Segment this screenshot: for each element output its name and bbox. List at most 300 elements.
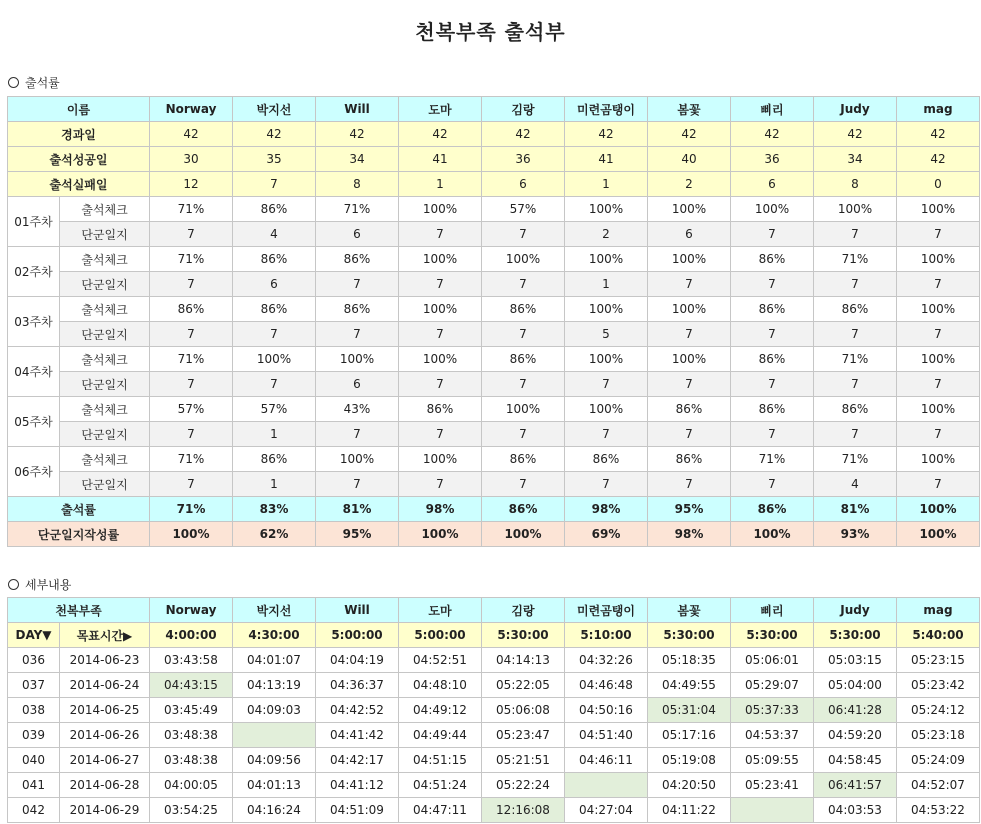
week-check-row: [8, 397, 980, 422]
check-label: 출석체크: [60, 297, 150, 322]
diary-cell: 7: [316, 272, 399, 297]
date-cell: 2014-06-24: [60, 673, 150, 698]
member-name-header: mag: [897, 598, 980, 623]
check-cell: 86%: [731, 297, 814, 322]
diary-cell: 7: [150, 472, 233, 497]
check-cell: 100%: [565, 247, 648, 272]
diary-rate-row-cell: 98%: [648, 522, 731, 547]
fail-days-row-cell: 8: [814, 172, 897, 197]
attendance-rate-row-cell: 83%: [233, 497, 316, 522]
time-cell: 06:41:57: [814, 773, 897, 798]
page-title: 천복부족 출석부: [415, 20, 566, 44]
check-cell: 71%: [814, 347, 897, 372]
diary-cell: 7: [731, 422, 814, 447]
check-cell: 100%: [316, 347, 399, 372]
diary-cell: 7: [814, 372, 897, 397]
diary-cell: 7: [482, 372, 565, 397]
member-name-header: 도마: [399, 97, 482, 122]
check-cell: 100%: [399, 197, 482, 222]
attendance-rate-row-cell: 86%: [482, 497, 565, 522]
day-cell: 038: [8, 698, 60, 723]
week-diary-row: [8, 322, 980, 347]
week-label: 05주차: [8, 397, 60, 447]
diary-cell: 7: [731, 372, 814, 397]
week-diary-row: [8, 372, 980, 397]
table-row: [8, 698, 980, 723]
time-cell: 04:43:15: [150, 673, 233, 698]
diary-cell: 7: [233, 322, 316, 347]
table-row: [8, 648, 980, 673]
day-cell: 039: [8, 723, 60, 748]
check-cell: 71%: [814, 247, 897, 272]
time-cell: 04:11:22: [648, 798, 731, 823]
time-cell: 05:23:41: [731, 773, 814, 798]
elapsed-days-row-cell: 42: [316, 122, 399, 147]
time-cell: 04:51:15: [399, 748, 482, 773]
diary-cell: 7: [399, 372, 482, 397]
time-cell: 04:53:37: [731, 723, 814, 748]
table-row: [8, 773, 980, 798]
diary-cell: 7: [482, 272, 565, 297]
diary-cell: 7: [814, 322, 897, 347]
time-cell: 05:23:47: [482, 723, 565, 748]
diary-cell: 7: [897, 372, 980, 397]
time-cell: 05:24:12: [897, 698, 980, 723]
diary-label: 단군일지: [60, 272, 150, 297]
date-cell: 2014-06-27: [60, 748, 150, 773]
time-cell: 05:09:55: [731, 748, 814, 773]
time-cell: 04:52:07: [897, 773, 980, 798]
time-cell: 05:17:16: [648, 723, 731, 748]
table-row: [8, 673, 980, 698]
week-check-row: [8, 247, 980, 272]
check-cell: 100%: [399, 247, 482, 272]
diary-cell: 7: [482, 422, 565, 447]
time-cell: 04:03:53: [814, 798, 897, 823]
diary-cell: 7: [150, 322, 233, 347]
success-days-row-cell: 41: [565, 147, 648, 172]
check-cell: 86%: [233, 447, 316, 472]
check-cell: 100%: [399, 347, 482, 372]
check-cell: 86%: [399, 397, 482, 422]
success-days-row-label: 출석성공일: [8, 147, 150, 172]
check-cell: 100%: [814, 197, 897, 222]
diary-cell: 7: [731, 222, 814, 247]
diary-label: 단군일지: [60, 222, 150, 247]
time-cell: 04:04:19: [316, 648, 399, 673]
tribe-header: 천복부족: [8, 598, 150, 623]
member-name-header: 삐리: [731, 97, 814, 122]
detail-section-heading: [8, 576, 71, 593]
time-cell: 05:19:08: [648, 748, 731, 773]
time-cell: 04:51:40: [565, 723, 648, 748]
fail-days-row-cell: 12: [150, 172, 233, 197]
time-cell: 05:04:00: [814, 673, 897, 698]
date-cell: 2014-06-29: [60, 798, 150, 823]
check-cell: 100%: [897, 397, 980, 422]
target-time-cell: 5:10:00: [565, 623, 648, 648]
time-cell: 05:06:08: [482, 698, 565, 723]
diary-cell: 6: [316, 222, 399, 247]
time-cell: 05:18:35: [648, 648, 731, 673]
diary-cell: 1: [233, 472, 316, 497]
attendance-rate-row-cell: 98%: [565, 497, 648, 522]
day-cell: 036: [8, 648, 60, 673]
diary-cell: 7: [648, 422, 731, 447]
time-cell: 04:51:24: [399, 773, 482, 798]
diary-label: 단군일지: [60, 322, 150, 347]
diary-cell: 7: [648, 372, 731, 397]
time-cell: 04:36:37: [316, 673, 399, 698]
member-name-header: 봄꽃: [648, 97, 731, 122]
member-name-header: 김랑: [482, 97, 565, 122]
elapsed-days-row-label: 경과일: [8, 122, 150, 147]
time-cell: 04:14:13: [482, 648, 565, 673]
fail-days-row-cell: 1: [565, 172, 648, 197]
time-cell: 05:03:15: [814, 648, 897, 673]
time-cell: 04:41:42: [316, 723, 399, 748]
diary-cell: 7: [399, 272, 482, 297]
check-cell: 86%: [233, 197, 316, 222]
time-cell: 04:01:07: [233, 648, 316, 673]
member-name-header: 박지선: [233, 598, 316, 623]
week-check-row: [8, 447, 980, 472]
target-time-cell: 5:00:00: [399, 623, 482, 648]
check-cell: 100%: [399, 447, 482, 472]
success-days-row-cell: 36: [731, 147, 814, 172]
circle-bullet-icon: [8, 579, 19, 590]
date-cell: 2014-06-26: [60, 723, 150, 748]
time-cell: 04:49:12: [399, 698, 482, 723]
time-cell: 05:31:04: [648, 698, 731, 723]
check-cell: 86%: [731, 397, 814, 422]
diary-rate-row-cell: 100%: [731, 522, 814, 547]
week-check-row: [8, 347, 980, 372]
diary-cell: 7: [399, 472, 482, 497]
success-days-row-cell: 34: [814, 147, 897, 172]
check-cell: 100%: [897, 247, 980, 272]
diary-cell: 7: [897, 322, 980, 347]
member-name-header: 미련곰탱이: [565, 598, 648, 623]
time-cell: 04:09:56: [233, 748, 316, 773]
elapsed-days-row-cell: 42: [482, 122, 565, 147]
day-cell: 042: [8, 798, 60, 823]
check-cell: 100%: [731, 197, 814, 222]
day-cell: 041: [8, 773, 60, 798]
time-cell: 04:01:13: [233, 773, 316, 798]
time-cell: 04:09:03: [233, 698, 316, 723]
check-cell: 100%: [565, 297, 648, 322]
time-cell: 03:43:58: [150, 648, 233, 673]
fail-days-row-cell: 1: [399, 172, 482, 197]
success-days-row-cell: 34: [316, 147, 399, 172]
check-label: 출석체크: [60, 197, 150, 222]
member-name-header: Will: [316, 598, 399, 623]
check-cell: 71%: [316, 197, 399, 222]
success-days-row-cell: 42: [897, 147, 980, 172]
diary-cell: 7: [150, 422, 233, 447]
target-time-cell: 5:00:00: [316, 623, 399, 648]
fail-days-row-cell: 6: [482, 172, 565, 197]
check-cell: 86%: [648, 397, 731, 422]
check-cell: 57%: [482, 197, 565, 222]
time-cell: 06:41:28: [814, 698, 897, 723]
diary-cell: 7: [316, 422, 399, 447]
check-cell: 100%: [897, 347, 980, 372]
diary-cell: 7: [648, 472, 731, 497]
time-cell: 04:59:20: [814, 723, 897, 748]
diary-cell: 6: [316, 372, 399, 397]
diary-cell: 1: [233, 422, 316, 447]
check-cell: 71%: [150, 197, 233, 222]
check-cell: 100%: [482, 247, 565, 272]
time-cell: 05:29:07: [731, 673, 814, 698]
diary-cell: 7: [731, 272, 814, 297]
week-label: 04주차: [8, 347, 60, 397]
time-cell: 04:27:04: [565, 798, 648, 823]
diary-cell: 7: [150, 222, 233, 247]
time-cell: 12:16:08: [482, 798, 565, 823]
diary-cell: 7: [399, 322, 482, 347]
time-cell: 05:23:18: [897, 723, 980, 748]
time-cell: 04:00:05: [150, 773, 233, 798]
diary-label: 단군일지: [60, 472, 150, 497]
target-time-cell: 5:40:00: [897, 623, 980, 648]
elapsed-days-row-cell: 42: [233, 122, 316, 147]
time-cell: 04:58:45: [814, 748, 897, 773]
time-cell: 05:22:05: [482, 673, 565, 698]
check-cell: 71%: [731, 447, 814, 472]
attendance-rate-row-cell: 100%: [897, 497, 980, 522]
diary-cell: 7: [150, 372, 233, 397]
time-cell: 04:52:51: [399, 648, 482, 673]
target-time-cell: 5:30:00: [814, 623, 897, 648]
check-label: 출석체크: [60, 247, 150, 272]
check-cell: 100%: [316, 447, 399, 472]
success-days-row: [8, 147, 980, 172]
check-cell: 100%: [648, 197, 731, 222]
week-label: 01주차: [8, 197, 60, 247]
week-check-row: [8, 197, 980, 222]
attendance-rate-row-cell: 71%: [150, 497, 233, 522]
diary-cell: 7: [482, 472, 565, 497]
time-cell: 04:42:17: [316, 748, 399, 773]
diary-cell: 7: [648, 322, 731, 347]
diary-cell: 7: [648, 272, 731, 297]
check-cell: 86%: [731, 347, 814, 372]
time-cell: 03:54:25: [150, 798, 233, 823]
diary-cell: 7: [897, 222, 980, 247]
check-cell: 100%: [897, 197, 980, 222]
time-cell: 04:51:09: [316, 798, 399, 823]
table-row: [8, 723, 980, 748]
success-days-row-cell: 35: [233, 147, 316, 172]
diary-cell: 1: [565, 272, 648, 297]
diary-cell: 7: [897, 272, 980, 297]
fail-days-row-label: 출석실패일: [8, 172, 150, 197]
target-time-cell: 4:30:00: [233, 623, 316, 648]
time-cell: 05:21:51: [482, 748, 565, 773]
diary-label: 단군일지: [60, 422, 150, 447]
diary-cell: 7: [482, 322, 565, 347]
summary-section-label: 출석률: [25, 76, 60, 90]
diary-cell: 4: [233, 222, 316, 247]
check-cell: 100%: [648, 297, 731, 322]
elapsed-days-row-cell: 42: [565, 122, 648, 147]
fail-days-row-cell: 0: [897, 172, 980, 197]
member-name-header: 김랑: [482, 598, 565, 623]
diary-rate-row-cell: 62%: [233, 522, 316, 547]
time-cell: 04:13:19: [233, 673, 316, 698]
attendance-rate-row-cell: 86%: [731, 497, 814, 522]
check-cell: 100%: [565, 197, 648, 222]
check-cell: 86%: [814, 297, 897, 322]
target-time-cell: 5:30:00: [482, 623, 565, 648]
diary-cell: 7: [316, 322, 399, 347]
elapsed-days-row-cell: 42: [731, 122, 814, 147]
diary-rate-row-cell: 100%: [482, 522, 565, 547]
member-name-header: Norway: [150, 598, 233, 623]
diary-cell: 7: [814, 222, 897, 247]
check-cell: 100%: [565, 397, 648, 422]
check-cell: 86%: [565, 447, 648, 472]
elapsed-days-row-cell: 42: [150, 122, 233, 147]
day-column-header: DAY▼: [8, 623, 60, 648]
time-cell: 05:06:01: [731, 648, 814, 673]
target-time-cell: 5:30:00: [648, 623, 731, 648]
success-days-row-cell: 36: [482, 147, 565, 172]
attendance-rate-row-cell: 95%: [648, 497, 731, 522]
fail-days-row-cell: 7: [233, 172, 316, 197]
check-cell: 100%: [897, 447, 980, 472]
fail-days-row: [8, 172, 980, 197]
time-cell: 05:24:09: [897, 748, 980, 773]
diary-rate-row-cell: 93%: [814, 522, 897, 547]
time-cell: 04:49:55: [648, 673, 731, 698]
check-cell: 100%: [565, 347, 648, 372]
attendance-detail-table: [7, 597, 980, 823]
check-cell: 86%: [150, 297, 233, 322]
time-cell: 03:48:38: [150, 748, 233, 773]
detail-header-row: [8, 598, 980, 623]
target-time-cell: 5:30:00: [731, 623, 814, 648]
check-cell: 71%: [150, 447, 233, 472]
diary-cell: 7: [897, 472, 980, 497]
check-cell: 100%: [648, 347, 731, 372]
diary-rate-row-cell: 95%: [316, 522, 399, 547]
check-label: 출석체크: [60, 397, 150, 422]
check-cell: 57%: [150, 397, 233, 422]
member-name-header: Judy: [814, 598, 897, 623]
week-diary-row: [8, 472, 980, 497]
time-cell: 05:37:33: [731, 698, 814, 723]
check-cell: 100%: [648, 247, 731, 272]
diary-cell: 7: [399, 222, 482, 247]
diary-cell: 5: [565, 322, 648, 347]
detail-section-label: 세부내용: [25, 578, 72, 592]
success-days-row-cell: 40: [648, 147, 731, 172]
check-cell: 100%: [897, 297, 980, 322]
member-name-header: Will: [316, 97, 399, 122]
member-name-header: 박지선: [233, 97, 316, 122]
elapsed-days-row-cell: 42: [399, 122, 482, 147]
diary-cell: 6: [648, 222, 731, 247]
time-cell: 04:46:48: [565, 673, 648, 698]
check-cell: 86%: [233, 297, 316, 322]
time-cell: 04:53:22: [897, 798, 980, 823]
name-column-header: 이름: [8, 97, 150, 122]
diary-cell: 7: [482, 222, 565, 247]
diary-cell: 7: [731, 322, 814, 347]
diary-rate-row-label: 단군일지작성률: [8, 522, 150, 547]
diary-cell: 7: [814, 272, 897, 297]
diary-cell: 7: [731, 472, 814, 497]
time-cell: [565, 773, 648, 798]
diary-cell: 7: [565, 372, 648, 397]
week-label: 03주차: [8, 297, 60, 347]
diary-cell: 7: [814, 422, 897, 447]
target-time-cell: 4:00:00: [150, 623, 233, 648]
check-cell: 86%: [316, 247, 399, 272]
time-cell: 04:46:11: [565, 748, 648, 773]
target-time-row: [8, 623, 980, 648]
member-name-header: 봄꽃: [648, 598, 731, 623]
time-cell: 04:16:24: [233, 798, 316, 823]
member-name-header: 미련곰탱이: [565, 97, 648, 122]
time-cell: 04:32:26: [565, 648, 648, 673]
check-cell: 86%: [233, 247, 316, 272]
date-cell: 2014-06-25: [60, 698, 150, 723]
check-cell: 71%: [814, 447, 897, 472]
member-name-header: 삐리: [731, 598, 814, 623]
summary-header-row: [8, 97, 980, 122]
success-days-row-cell: 30: [150, 147, 233, 172]
diary-cell: 4: [814, 472, 897, 497]
check-label: 출석체크: [60, 347, 150, 372]
elapsed-days-row-cell: 42: [897, 122, 980, 147]
time-cell: 04:48:10: [399, 673, 482, 698]
diary-cell: 7: [399, 422, 482, 447]
week-check-row: [8, 297, 980, 322]
diary-label: 단군일지: [60, 372, 150, 397]
diary-cell: 7: [897, 422, 980, 447]
day-cell: 037: [8, 673, 60, 698]
time-cell: 04:41:12: [316, 773, 399, 798]
table-row: [8, 748, 980, 773]
date-cell: 2014-06-23: [60, 648, 150, 673]
attendance-rate-row-cell: 81%: [814, 497, 897, 522]
diary-cell: 7: [565, 422, 648, 447]
table-row: [8, 798, 980, 823]
diary-rate-row-cell: 100%: [150, 522, 233, 547]
diary-cell: 7: [316, 472, 399, 497]
check-cell: 86%: [482, 347, 565, 372]
diary-cell: 2: [565, 222, 648, 247]
attendance-summary-table: [7, 96, 980, 547]
member-name-header: Judy: [814, 97, 897, 122]
summary-section-heading: [8, 74, 60, 91]
diary-cell: 7: [233, 372, 316, 397]
diary-cell: 7: [565, 472, 648, 497]
fail-days-row-cell: 8: [316, 172, 399, 197]
check-cell: 86%: [482, 297, 565, 322]
time-cell: [233, 723, 316, 748]
elapsed-days-row-cell: 42: [814, 122, 897, 147]
check-label: 출석체크: [60, 447, 150, 472]
check-cell: 71%: [150, 347, 233, 372]
diary-cell: 7: [150, 272, 233, 297]
attendance-rate-row-label: 출석률: [8, 497, 150, 522]
